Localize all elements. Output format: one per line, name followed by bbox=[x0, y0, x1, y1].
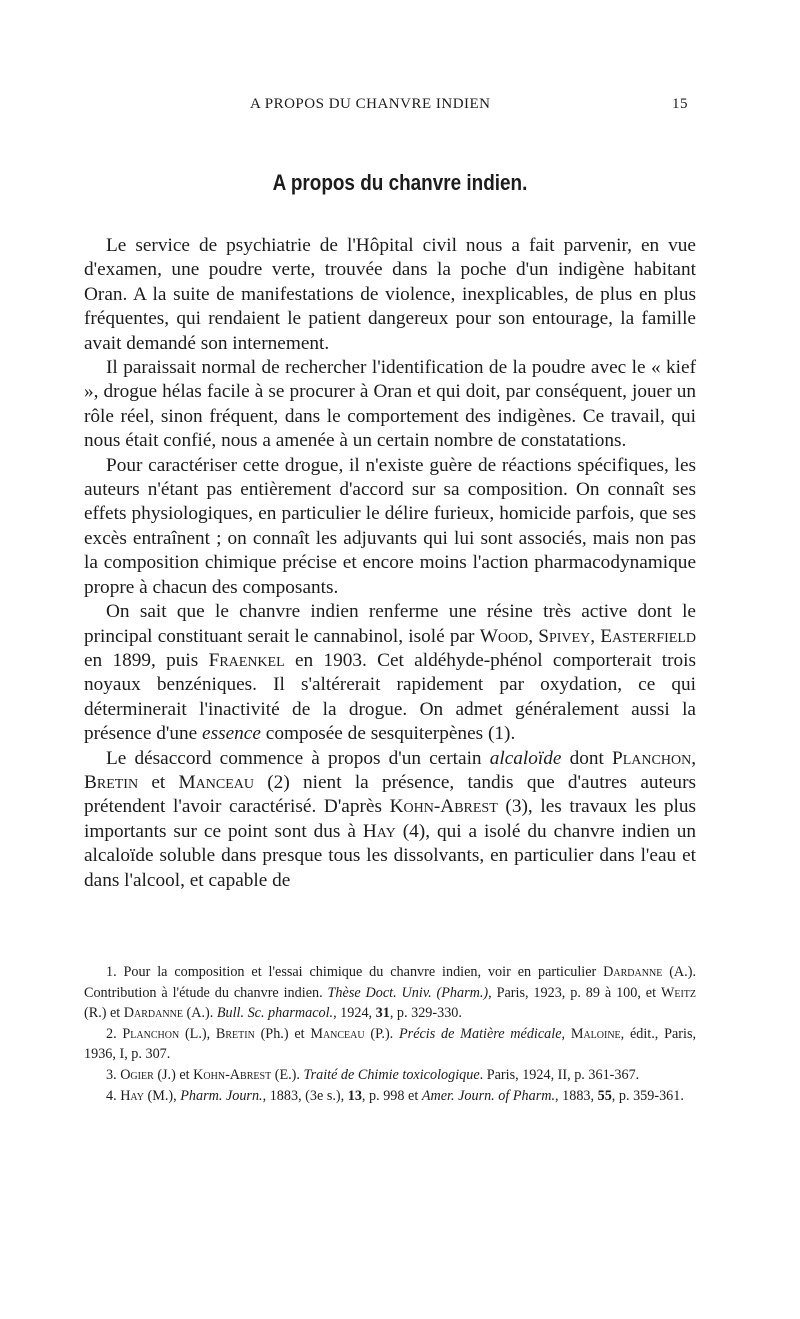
text-run: , p. 359-361. bbox=[611, 1087, 684, 1104]
text-run bbox=[396, 821, 403, 842]
text-run: et bbox=[138, 771, 179, 793]
text-run: (Ph.) et bbox=[254, 1025, 311, 1042]
text-run: 3. bbox=[106, 1066, 121, 1083]
text-run: composée de sesquiterpènes bbox=[260, 723, 488, 745]
emphasis: alcaloïde bbox=[489, 747, 562, 769]
author-name: Hay bbox=[362, 820, 396, 842]
text-run: 2. bbox=[106, 1025, 123, 1042]
publication-title: Précis de Matière médicale bbox=[399, 1025, 562, 1042]
author-name: Manceau bbox=[310, 1025, 365, 1042]
author-name: Ogier bbox=[120, 1066, 154, 1083]
text-run: 4. bbox=[106, 1087, 121, 1104]
text-run: 1. Pour la composition et l'essai chimique du chanvre indien, voir en particulier bbox=[106, 964, 604, 980]
publication-title: Thèse Doct. Univ. (Pharm.) bbox=[327, 984, 489, 1001]
volume-number: 55 bbox=[597, 1087, 612, 1104]
text-run: , 1883, (3e s.), bbox=[262, 1087, 348, 1104]
footnote-ref-1: (1) bbox=[487, 723, 511, 745]
text-run: en 1899, puis bbox=[84, 649, 209, 671]
text-run: , p. 329-330. bbox=[389, 1005, 462, 1022]
running-head-title: A PROPOS DU CHANVRE INDIEN bbox=[250, 96, 491, 112]
paragraph-3: Pour caractériser cette drogue, il n'existe guère de réactions spécifiques, les auteurs n'étant pas entièrement d'accord sur sa composition. On connaît ses effets physiologiques, en particulier le délire furieux, homicide parfois, que ses excès entraînent ; on connaît les adjuvants qui lui sont associés, mais non pas la composition chimique précise et encore moins l'action pharmacodynamique propre à chacun des composants. bbox=[84, 454, 696, 598]
author-name: Kohn-Abrest bbox=[193, 1066, 272, 1083]
publication-title: Pharm. Journ. bbox=[180, 1087, 263, 1104]
article-body bbox=[84, 234, 696, 893]
publication-title: Traité de Chimie toxicologique bbox=[303, 1066, 480, 1083]
paragraph-4 bbox=[84, 600, 696, 746]
text-run: On sait que le chanvre indien renferme une résine très active dont le principal constituant serait le cannabinol, isolé par bbox=[84, 601, 696, 647]
publisher-name: Maloine bbox=[570, 1025, 621, 1042]
text-run: (R.) et bbox=[84, 1005, 124, 1022]
footnote-ref-2: (2) bbox=[267, 771, 290, 793]
author-name: Easterfield bbox=[600, 625, 697, 647]
author-name: Bretin bbox=[84, 771, 139, 793]
text-run: (A.). Contribution à l'étude du chanvre indien. bbox=[84, 964, 696, 1001]
text-run: (P.). bbox=[364, 1025, 399, 1042]
text-run: , bbox=[528, 625, 539, 647]
text-run: , Paris, 1923, p. 89 à 100, et bbox=[488, 984, 661, 1001]
paragraph-5 bbox=[84, 747, 696, 893]
author-name: Dardanne bbox=[603, 964, 663, 980]
text-run: , bbox=[590, 625, 601, 647]
text-run bbox=[254, 772, 267, 793]
publication-title: Bull. Sc. pharmacol. bbox=[216, 1005, 334, 1022]
text-run: , bbox=[561, 1025, 571, 1042]
author-name: Manceau bbox=[178, 771, 254, 793]
author-name: Spivey bbox=[538, 625, 591, 647]
publication-title: Amer. Journ. of Pharm. bbox=[421, 1087, 556, 1104]
paragraph-2: Il paraissait normal de rechercher l'identification de la poudre avec le « kief », drogue hélas facile à se procurer à Oran et qui doit, par conséquent, jouer un rôle réel, sinon fréquent, dans le comportement des indigènes. Ce travail, qui nous était confié, nous a amenée à un certain nombre de constatations. bbox=[84, 357, 696, 452]
text-run: nient la présence, tandis que d'autres auteurs prétendent l'avoir caractérisé. D'après bbox=[84, 771, 696, 818]
text-run: en 1903. Cet aldéhyde-phénol comporterait trois noyaux benzéniques. Il s'altérerait rapidement par oxydation, ce qui déterminerait l'inactivité de la drogue. On admet généralement aussi la présence d'une bbox=[84, 649, 697, 745]
footnote-1 bbox=[84, 962, 696, 1024]
footnote-3 bbox=[84, 1065, 696, 1086]
text-run: , édit., Paris, 1936, I, p. 307. bbox=[84, 1025, 697, 1063]
article-title: A propos du chanvre indien. bbox=[272, 170, 528, 195]
author-name: Dardanne bbox=[123, 1005, 183, 1022]
text-run: , p. 998 et bbox=[361, 1087, 422, 1104]
volume-number: 31 bbox=[375, 1005, 390, 1022]
text-run: , 1924, bbox=[333, 1005, 376, 1022]
text-run: (J.) et bbox=[153, 1066, 194, 1083]
footnote-ref-4: (4) bbox=[402, 820, 426, 842]
paragraph-1: Le service de psychiatrie de l'Hôpital civil nous a fait parvenir, en vue d'examen, une poudre verte, trouvée dans la poche d'un indigène habitant Oran. A la suite de manifestations de violence, inexplicables, de plus en plus fréquentes, qui rendaient le patient dangereux pour son entourage, la famille avait demandé son internement. bbox=[84, 235, 696, 354]
text-run: Le désaccord commence à propos d'un certain bbox=[106, 747, 490, 769]
text-run: (M.), bbox=[143, 1087, 181, 1104]
text-run: , 1883, bbox=[555, 1087, 598, 1104]
text-run: . Paris, 1924, II, p. 361-367. bbox=[479, 1066, 640, 1083]
text-run: (L.), bbox=[179, 1025, 216, 1042]
author-name: Hay bbox=[120, 1087, 144, 1104]
text-run: , qui a isolé du chanvre indien un alcaloïde soluble dans presque tous les dissolvants, en particulier dans l'eau et dans l'alcool, et capable de bbox=[84, 820, 696, 891]
author-name: Wood bbox=[479, 625, 529, 647]
volume-number: 13 bbox=[347, 1087, 362, 1104]
footnotes bbox=[84, 962, 696, 1106]
emphasis: essence bbox=[202, 723, 261, 745]
text-run: , bbox=[691, 747, 697, 769]
author-name: Planchon bbox=[612, 747, 692, 769]
footnote-2 bbox=[84, 1024, 696, 1065]
text-run: , les travaux les plus importants sur ce point sont dus à bbox=[84, 796, 696, 842]
author-name: Kohn-Abrest bbox=[389, 796, 498, 818]
author-name: Weitz bbox=[660, 984, 696, 1001]
text-run: (A.). bbox=[182, 1005, 217, 1022]
text-run: dont bbox=[561, 747, 613, 769]
text-run: . bbox=[510, 723, 516, 745]
author-name: Bretin bbox=[215, 1025, 255, 1042]
footnote-4 bbox=[84, 1086, 696, 1107]
author-name: Planchon bbox=[122, 1025, 180, 1042]
page-number: 15 bbox=[672, 96, 688, 112]
text-run: (E.). bbox=[271, 1066, 304, 1083]
author-name: Fraenkel bbox=[208, 649, 285, 671]
footnote-ref-3: (3) bbox=[505, 796, 528, 818]
